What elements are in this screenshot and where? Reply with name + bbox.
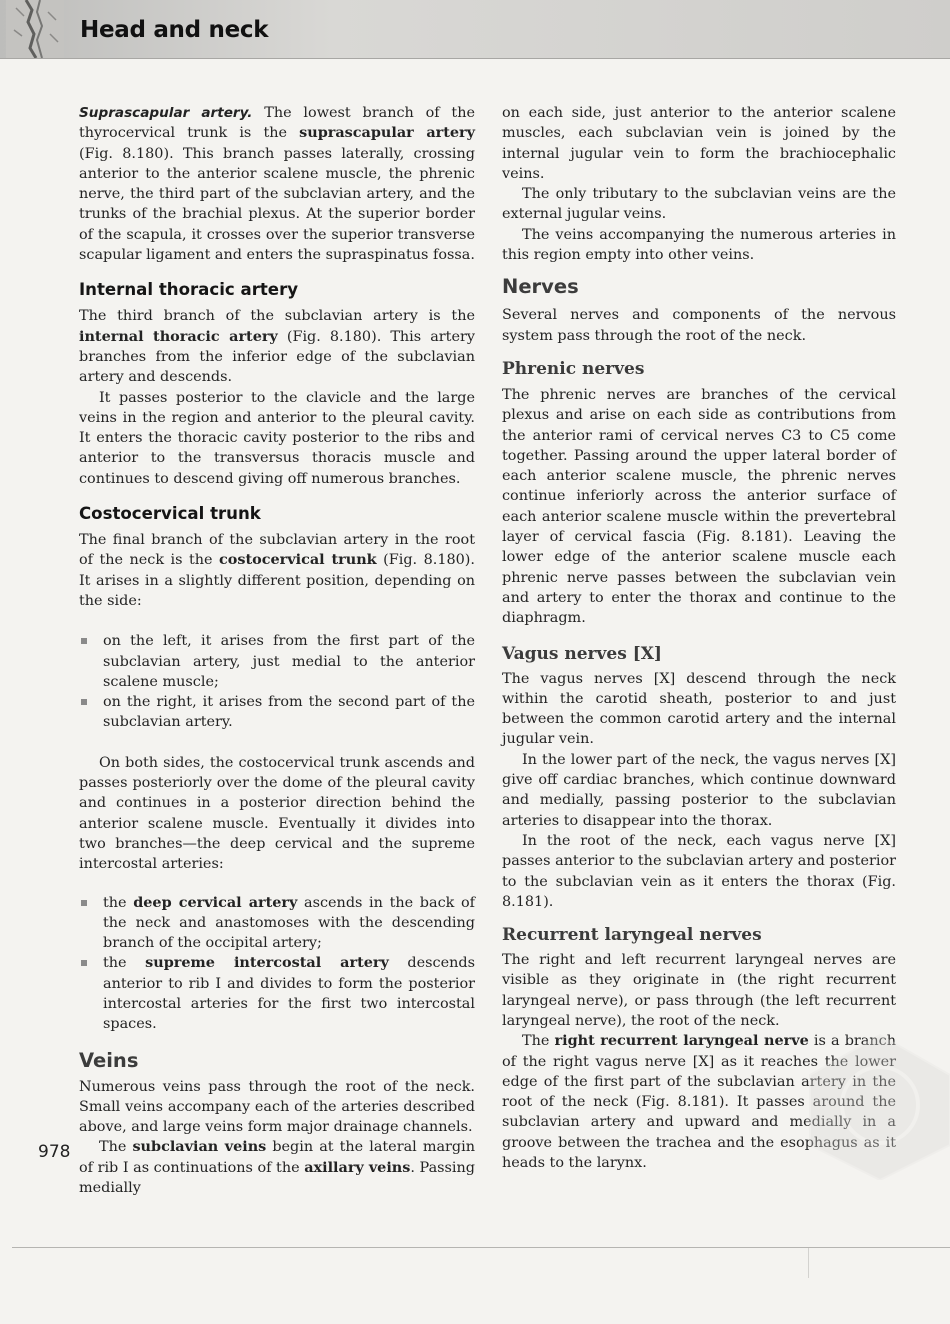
heading-veins: Veins	[79, 1048, 139, 1072]
term-axillary-veins: axillary veins	[304, 1158, 411, 1176]
recurrent-paragraph-1: The right and left recurrent laryngeal nerves are visible as they originate in (the right recurrent laryngeal nerve), or pass through (the left recurrent laryngeal nerve), the root of the neck.	[502, 952, 896, 1029]
heading-costocervical-trunk: Costocervical trunk	[79, 504, 261, 524]
costocervical-paragraph-2: On both sides, the costocervical trunk ascends and passes posteriorly over the dome of the pleural cavity and continues in a posterior direction behind the anterior scalene muscle. Eventually it divides into two branches—the deep cervical and the supreme intercostal arteries:	[79, 754, 475, 873]
term-deep-cervical-artery: deep cervical artery	[133, 893, 298, 911]
bullet-icon	[81, 900, 87, 906]
bullet-icon	[81, 699, 87, 705]
costocervical-origin-list	[79, 631, 475, 732]
suprascapular-paragraph: Suprascapular artery. The lowest branch of the thyrocervical trunk is the suprascapular artery (Fig. 8.180). This branch passes laterally, crossing anterior to the anterior scalene muscle, the phrenic nerve, the third part of the subclavian artery, and the trunks of the brachial plexus. At the superior border of the scapula, it crosses over the superior transverse scapular ligament and enters the supraspinatus fossa.	[79, 105, 475, 264]
bullet-icon	[81, 960, 87, 966]
external-jugular-paragraph: The only tributary to the subclavian veins are the external jugular veins.	[502, 186, 896, 223]
term-suprascapular-artery: suprascapular artery	[299, 124, 475, 142]
term-costocervical-trunk: costocervical trunk	[219, 551, 377, 569]
costocervical-branches-list	[79, 893, 475, 1035]
heading-vagus-nerves: Vagus nerves [X]	[502, 643, 662, 664]
phrenic-paragraph: The phrenic nerves are branches of the cervical plexus and arise on each side as contributions from the anterior rami of cervical nerves C3 to C5 come together. Passing around the upper lateral border of each anterior scalene muscle, the phrenic nerves continue inferiorly across the anterior surface of each anterior scalene muscle within the prevertebral layer of cervical fascia (Fig. 8.181). Leaving the lower edge of the anterior scalene muscle each phrenic nerve passes between the subclavian vein and artery to enter the thorax and continue to the diaphragm.	[502, 386, 896, 627]
suprascapular-lead-in: Suprascapular artery.	[79, 105, 253, 121]
veins-paragraph-2: The subclavian veins begin at the lateral margin of rib I as continuations of the axillary veins. Passing medially	[79, 1138, 476, 1197]
veins-paragraph-1: Numerous veins pass through the root of the neck. Small veins accompany each of the arteries described above, and large veins form major drainage channels.	[79, 1078, 475, 1136]
internal-thoracic-paragraph-2: It passes posterior to the clavicle and the large veins in the region and anterior to the pleural cavity. It enters the thoracic cavity posterior to the ribs and anterior to the transversus thoracis muscle and continues to descend giving off numerous branches.	[79, 389, 475, 487]
watermark-seal-icon	[805, 1030, 950, 1180]
page-bottom-tick	[808, 1248, 809, 1278]
list-item: on the right, it arises from the second part of the subclavian artery.	[79, 692, 475, 733]
nerves-paragraph: Several nerves and components of the nervous system pass through the root of the neck.	[502, 307, 896, 344]
running-header	[0, 0, 950, 59]
page-number: 978	[38, 1142, 71, 1162]
vagus-paragraph-1: The vagus nerves [X] descend through the neck within the carotid sheath, posterior to and just between the common carotid artery and the internal jugular vein.	[502, 670, 896, 748]
left-column	[79, 103, 475, 1198]
right-column	[502, 103, 896, 1173]
heading-recurrent-laryngeal-nerves: Recurrent laryngeal nerves	[502, 925, 762, 946]
term-subclavian-veins: subclavian veins	[132, 1138, 267, 1156]
term-supreme-intercostal-artery: supreme intercostal artery	[145, 954, 389, 972]
vagus-paragraph-2: In the lower part of the neck, the vagus nerves [X] give off cardiac branches, which continue downward and medially, passing posterior to the subclavian arteries to disappear into the thorax.	[502, 751, 896, 829]
anatomy-figure-icon	[6, 0, 64, 58]
page-bottom-rule	[12, 1247, 950, 1248]
accompanying-veins-paragraph: The veins accompanying the numerous arteries in this region empty into other veins.	[502, 226, 896, 264]
heading-internal-thoracic-artery: Internal thoracic artery	[79, 280, 299, 300]
internal-thoracic-paragraph-1: The third branch of the subclavian artery is the internal thoracic artery (Fig. 8.180). This artery branches from the inferior edge of the subclavian artery and descends.	[79, 308, 475, 386]
term-right-recurrent-laryngeal-nerve: right recurrent laryngeal nerve	[554, 1032, 809, 1050]
vagus-paragraph-3: In the root of the neck, each vagus nerve [X] passes anterior to the subclavian artery and posterior to the subclavian vein as it enters the thorax (Fig. 8.181).	[502, 832, 896, 910]
term-internal-thoracic-artery: internal thoracic artery	[79, 327, 278, 345]
recurrent-paragraph-2: The right recurrent laryngeal nerve is a branch of the right vagus nerve [X] as it reaches the lower edge of the first part of the subclavian artery in the root of the neck (Fig. 8.181). It passes around the subclavian artery and upward and medially in a groove between the trachea and the esophagus as it heads to the larynx.	[502, 1032, 896, 1172]
costocervical-paragraph-1: The final branch of the subclavian artery in the root of the neck is the costocervical trunk (Fig. 8.180). It arises in a slightly different position, depending on the side:	[79, 532, 475, 609]
heading-nerves: Nerves	[502, 275, 579, 299]
veins-continued-paragraph: on each side, just anterior to the anterior scalene muscles, each subclavian vein is joined by the internal jugular vein to form the brachiocephalic veins.	[502, 105, 896, 182]
bullet-icon	[81, 638, 87, 644]
list-item: the deep cervical artery ascends in the back of the neck and anastomoses with the descending branch of the occipital artery;	[79, 893, 475, 954]
heading-phrenic-nerves: Phrenic nerves	[502, 358, 645, 379]
list-item: the supreme intercostal artery descends anterior to rib I and divides to form the posterior intercostal arteries for the first two intercostal spaces.	[79, 953, 475, 1034]
page-section-title: Head and neck	[80, 17, 269, 43]
list-item: on the left, it arises from the first part of the subclavian artery, just medial to the anterior scalene muscle;	[79, 631, 475, 692]
